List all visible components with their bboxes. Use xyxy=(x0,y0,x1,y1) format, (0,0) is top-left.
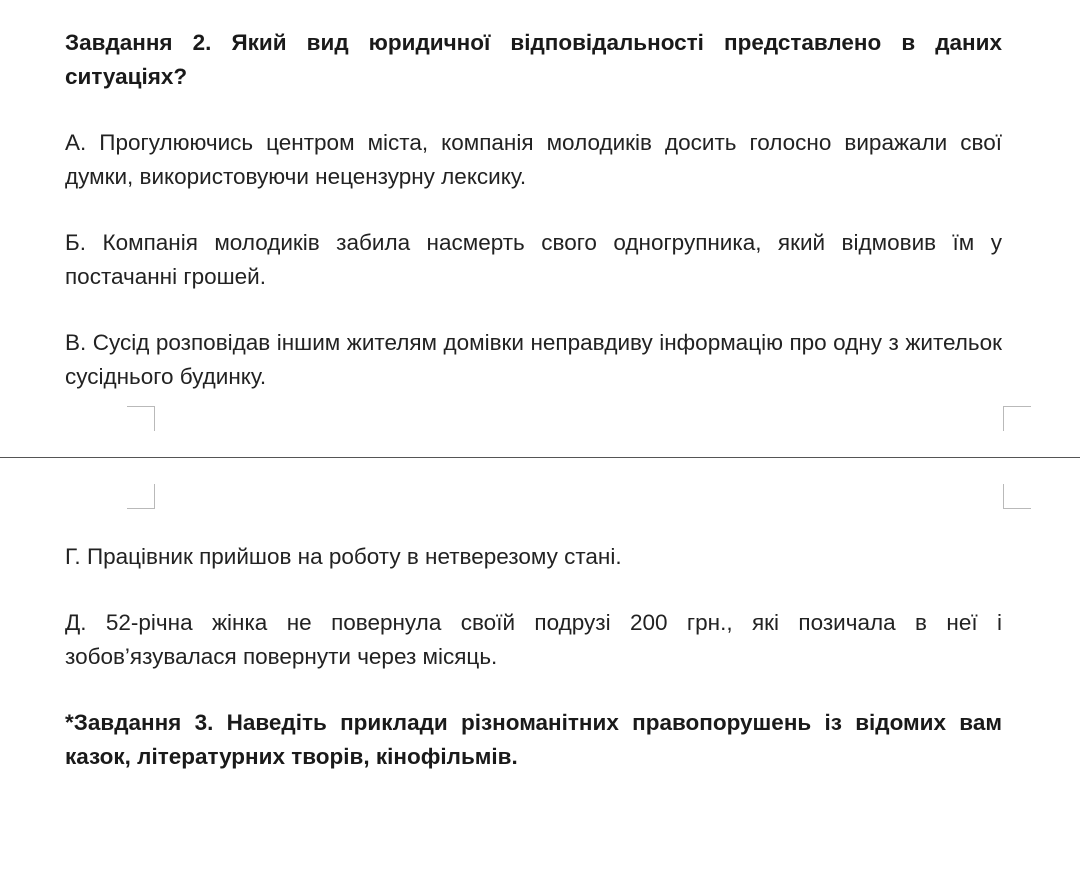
page-corner-mark-top-right xyxy=(1003,406,1031,431)
task-2-heading: Завдання 2. Який вид юридичної відповідальності представлено в даних ситуаціях? xyxy=(65,30,1002,89)
page-2-content xyxy=(65,540,1002,774)
page-corner-mark-bottom-left xyxy=(127,484,155,509)
situation-a: А. Прогулюючись центром міста, компанія молодиків досить голосно виражали свої думки, використовуючи нецензурну лексику. xyxy=(65,130,1002,189)
situation-v: В. Сусід розповідав іншим жителям домівки неправдиву інформацію про одну з жительок сусіднього будинку. xyxy=(65,330,1002,389)
page-corner-mark-top-left xyxy=(127,406,155,431)
situation-b: Б. Компанія молодиків забила насмерть свого одногрупника, який відмовив їм у постачанні грошей. xyxy=(65,230,1002,289)
task-3-heading: *Завдання 3. Наведіть приклади різноманітних правопорушень із відомих вам казок, літературних творів, кінофільмів. xyxy=(65,710,1002,769)
page-1-content xyxy=(65,26,1002,394)
situation-d: Д. 52-річна жінка не повернула своїй подрузі 200 грн., які позичала в неї і зобов’язувалася повернути через місяць. xyxy=(65,610,1002,669)
page-corner-mark-bottom-right xyxy=(1003,484,1031,509)
page-break-divider xyxy=(0,457,1080,458)
situation-g: Г. Працівник прийшов на роботу в нетверезому стані. xyxy=(65,544,622,569)
